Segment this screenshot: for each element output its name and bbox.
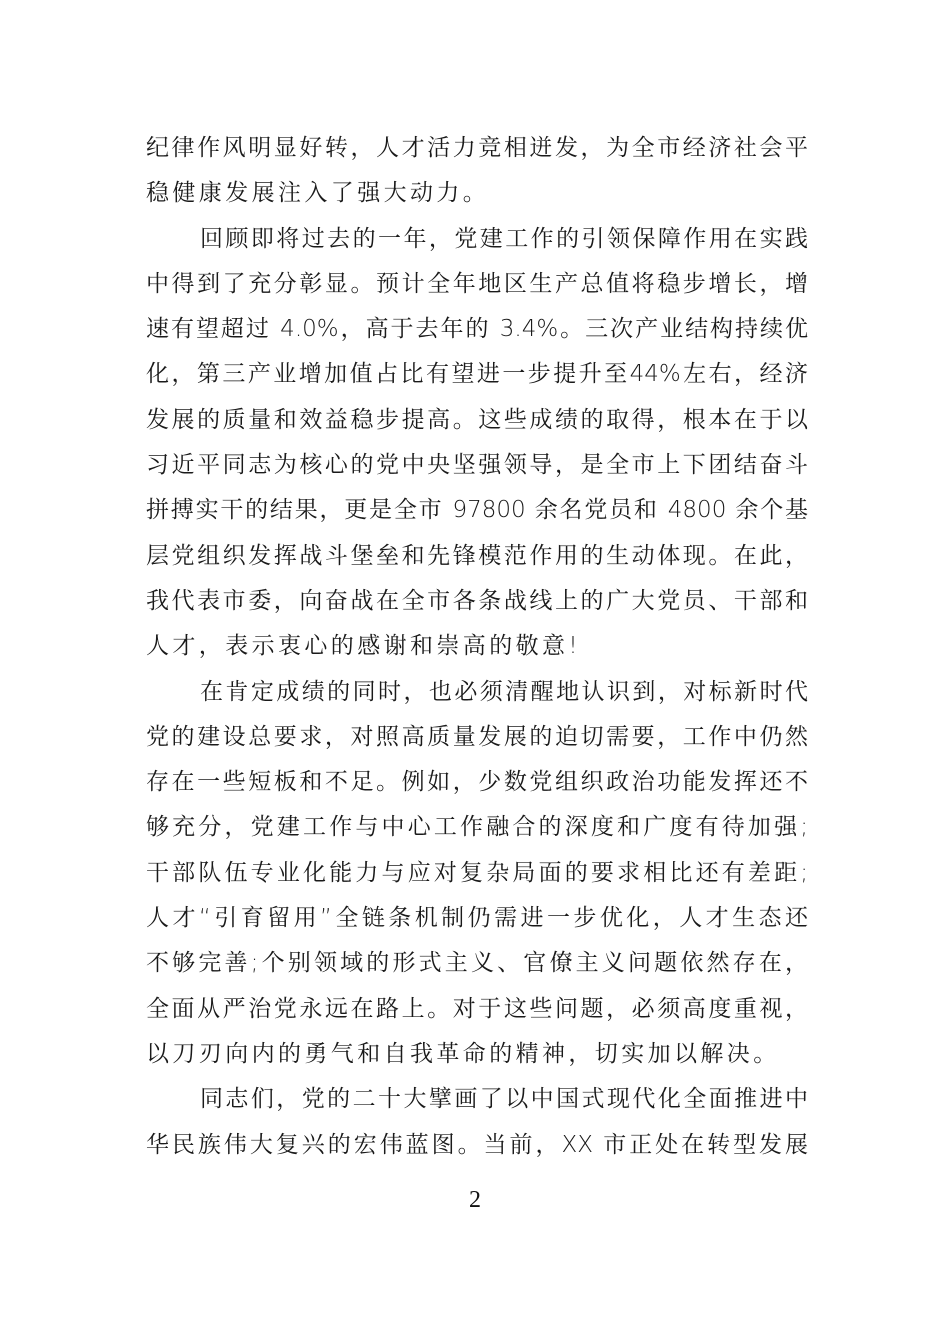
text-line: 回顾即将过去的一年，党建工作的引领保障作用在实践 xyxy=(200,225,808,252)
text-line: 党的建设总要求，对照高质量发展的迫切需要，工作中仍然 xyxy=(146,723,808,750)
text-line: 够充分，党建工作与中心工作融合的深度和广度有待加强; xyxy=(146,814,808,841)
text-line: 不够完善;个别领域的形式主义、官僚主义问题依然存在， xyxy=(146,950,808,977)
text-line: 人才，表示衷心的感谢和崇高的敬意! xyxy=(146,633,582,660)
text-line: 速有望超过 4.0%，高于去年的 3.4%。三次产业结构持续优 xyxy=(146,316,808,343)
text-line: 全面从严治党永远在路上。对于这些问题，必须高度重视， xyxy=(146,995,808,1022)
text-line: 拼搏实干的结果，更是全市 97800 余名党员和 4800 余个基 xyxy=(146,497,808,524)
text-line: 以刀刃向内的勇气和自我革命的精神，切实加以解决。 xyxy=(146,1040,780,1067)
text-line: 我代表市委，向奋战在全市各条战线上的广大党员、干部和 xyxy=(146,587,808,614)
text-line: 华民族伟大复兴的宏伟蓝图。当前，XX 市正处在转型发展 xyxy=(146,1131,808,1158)
paragraph xyxy=(146,126,808,217)
paragraph xyxy=(146,1077,808,1168)
text-line: 同志们，党的二十大擘画了以中国式现代化全面推进中 xyxy=(200,1086,808,1113)
text-line: 发展的质量和效益稳步提高。这些成绩的取得，根本在于以 xyxy=(146,406,808,433)
text-line: 层党组织发挥战斗堡垒和先锋模范作用的生动体现。在此， xyxy=(146,542,808,569)
text-line: 在肯定成绩的同时，也必须清醒地认识到，对标新时代 xyxy=(200,678,808,705)
paragraph xyxy=(146,670,808,1078)
text-line: 化，第三产业增加值占比有望进一步提升至44%左右，经济 xyxy=(146,361,808,388)
text-line: 纪律作风明显好转，人才活力竞相迸发，为全市经济社会平 xyxy=(146,135,808,161)
text-line: 人才“引育留用”全链条机制仍需进一步优化，人才生态还 xyxy=(146,905,808,932)
text-line: 干部队伍专业化能力与应对复杂局面的要求相比还有差距; xyxy=(146,859,808,886)
page-number: 2 xyxy=(469,1187,481,1213)
text-line: 习近平同志为核心的党中央坚强领导，是全市上下团结奋斗 xyxy=(146,452,808,479)
text-line: 中得到了充分彰显。预计全年地区生产总值将稳步增长，增 xyxy=(146,270,808,297)
paragraph xyxy=(146,217,808,670)
document-body xyxy=(146,126,808,1168)
text-line: 稳健康发展注入了强大动力。 xyxy=(146,180,490,207)
text-line: 存在一些短板和不足。例如，少数党组织政治功能发挥还不 xyxy=(146,769,808,796)
